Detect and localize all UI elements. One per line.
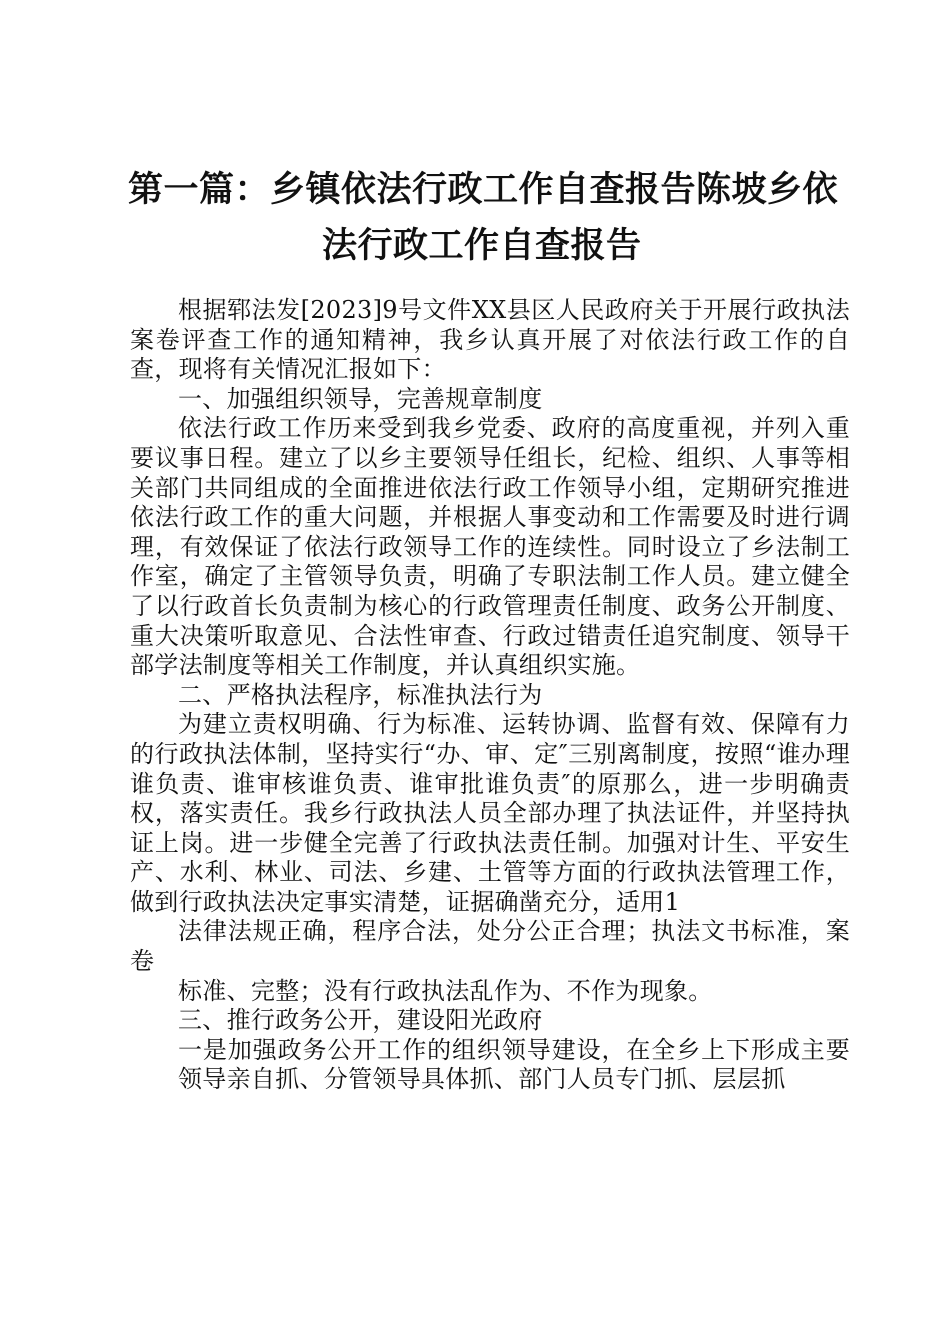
paragraph-section-2-end: 标准、完整；没有行政执法乱作为、不作为现象。 [178,976,713,1005]
paragraph-section-3: 一是加强政务公开工作的组织领导建设，在全乡上下形成主要领导亲自抓、分管领导具体抓、部门人员专门抓、层层抓 [178,1035,850,1094]
document-title-line-2: 法行政工作自查报告 [322,226,642,266]
document-body [130,296,850,1095]
document-title-line-1: 第一篇：乡镇依法行政工作自查报告陈坡乡依 [128,170,839,210]
paragraph-section-2-cont: 法律法规正确，程序合法，处分公正合理；执法文书标准，案卷 [130,917,850,976]
section-heading-1: 一、加强组织领导，完善规章制度 [178,384,543,413]
paragraph-section-2: 为建立责权明确、行为标准、运转协调、监督有效、保障有力的行政执法体制，坚持实行“办、审、定″三别离制度，按照“谁办理谁负责、谁审核谁负责、谁审批谁负责″的原那么，进一步明确责权，落实责任。我乡行政执法人员全部办理了执法证件，并坚持执证上岗。进一步健全完善了行政执法责任制。加强对计生、平安生产、水利、林业、司法、乡建、土管等方面的行政执法管理工作，做到行政执法决定事实清楚，证据确凿充分，适用1 [130,710,850,916]
section-heading-2: 二、严格执法程序，标准执法行为 [178,680,543,709]
section-heading-3: 三、推行政务公开，建设阳光政府 [178,1006,543,1035]
paragraph-section-1: 依法行政工作历来受到我乡党委、政府的高度重视，并列入重要议事日程。建立了以乡主要领导任组长，纪检、组织、人事等相关部门共同组成的全面推进依法行政工作领导小组，定期研究推进依法行政工作的重大问题，并根据人事变动和工作需要及时进行调理，有效保证了依法行政领导工作的连续性。同时设立了乡法制工作室，确定了主管领导负责，明确了专职法制工作人员。建立健全了以行政首长负责制为核心的行政管理责任制度、政务公开制度、重大决策听取意见、合法性审查、行政过错责任追究制度、领导干部学法制度等相关工作制度，并认真组织实施。 [130,414,850,680]
paragraph-intro: 根据郓法发[2023]9号文件XX县区人民政府关于开展行政执法案卷评查工作的通知精神，我乡认真开展了对依法行政工作的自查，现将有关情况汇报如下： [130,296,850,384]
